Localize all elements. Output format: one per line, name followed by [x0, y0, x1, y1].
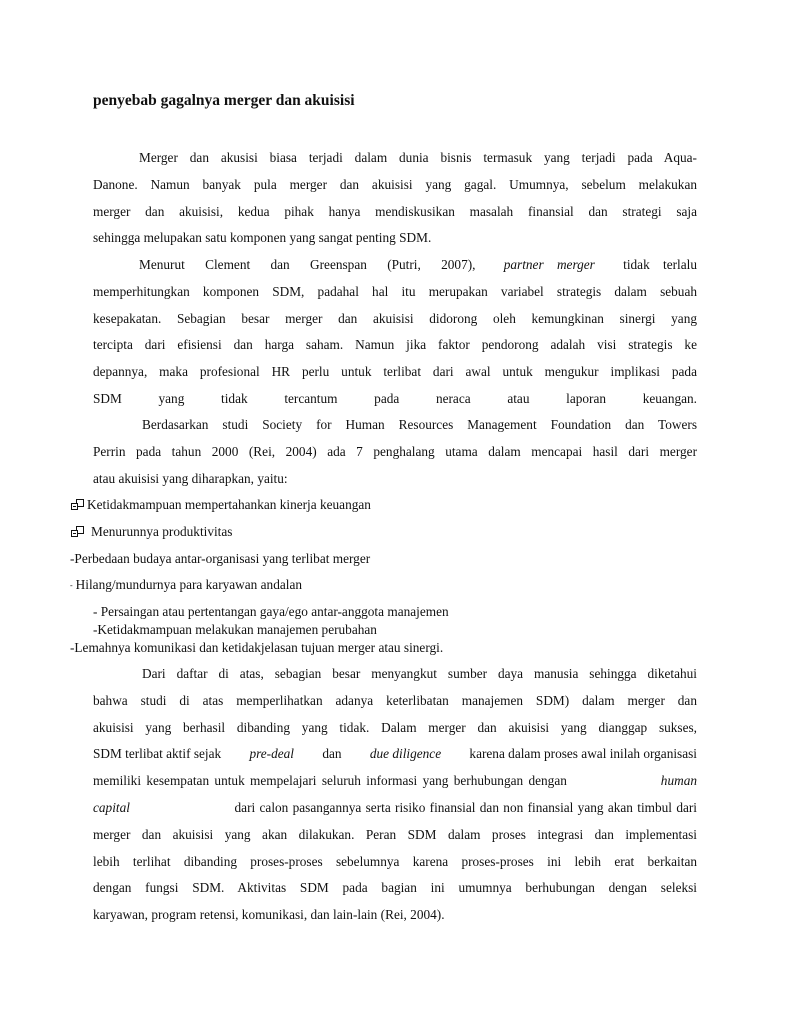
paragraph-3	[93, 412, 697, 492]
list-item-text: Hilang/mundurnya para karyawan andalan	[75, 577, 302, 592]
paragraph-line: dengan fungsi SDM. Aktivitas SDM pada bagian ini umumnya berhubungan dengan seleksi	[93, 880, 697, 896]
paragraph-line: lebih terlihat dibanding proses-proses sebelumnya karena proses-proses ini lebih erat berkaitan	[93, 853, 697, 869]
text-run: Menurut Clement dan Greenspan (Putri, 2007),	[139, 257, 476, 272]
list-item	[71, 523, 232, 541]
paragraph-line: memperhitungkan komponen SDM, padahal hal itu merupakan variabel strategis dalam sebuah	[93, 283, 697, 299]
paragraph-line: merger dan akuisisi, kedua pihak hanya mendiskusikan masalah finansial dan strategi saja	[93, 203, 697, 219]
list-item: -Perbedaan budaya antar-organisasi yang terlibat merger	[70, 551, 371, 566]
text-run: dari calon pasangannya serta risiko finansial dan non finansial yang akan timbul dari	[234, 799, 697, 815]
bullet-icon: -	[70, 581, 73, 590]
text-run: karena dalam proses awal inilah organisasi	[469, 746, 697, 762]
paragraph-line: tercipta dari efisiensi dan harga saham. Namun jika faktor pendorong adalah visi strategis ke	[93, 337, 697, 353]
paragraph-line	[93, 252, 697, 279]
italic-term: human	[660, 773, 697, 789]
paragraph-line: akuisisi yang berhasil dibanding yang tidak. Dalam merger dan akuisisi yang dianggap sukses,	[93, 719, 697, 735]
paragraph-line: sehingga melupakan satu komponen yang sangat penting SDM.	[93, 230, 432, 246]
section-heading: penyebab gagalnya merger dan akuisisi	[93, 92, 355, 109]
list-item: -Lemahnya komunikasi dan ketidakjelasan tujuan merger atau sinergi.	[70, 640, 444, 655]
italic-term: pre-deal	[249, 746, 295, 762]
text-run: dan	[322, 746, 342, 762]
paragraph-line: Merger dan akusisi biasa terjadi dalam dunia bisnis termasuk yang terjadi pada Aqua-	[139, 150, 697, 165]
paragraph-line: SDM yang tidak tercantum pada neraca atau laporan keuangan.	[93, 390, 697, 406]
list-item-text: Menurunnya produktivitas	[91, 524, 233, 539]
paragraph-line: karyawan, program retensi, komunikasi, dan lain-lain (Rei, 2004).	[93, 907, 445, 923]
paragraph-2	[93, 252, 697, 413]
list-item	[70, 576, 302, 594]
paragraph-line: merger dan akuisisi yang akan dilakukan. Peran SDM dalam proses integrasi dan implementasi	[93, 826, 697, 842]
list-item-text: Ketidakmampuan mempertahankan kinerja keuangan	[87, 497, 371, 512]
list-item: -Ketidakmampuan melakukan manajemen perubahan	[93, 622, 377, 637]
bullet-icon	[71, 499, 84, 510]
italic-term: capital	[93, 799, 130, 815]
paragraph-line: Dari daftar di atas, sebagian besar menyangkut sumber daya manusia sehingga diketahui	[142, 666, 697, 681]
paragraph-line	[93, 768, 697, 795]
text-run: memiliki kesempatan untuk mempelajari seluruh informasi yang berhubungan dengan	[93, 773, 567, 789]
paragraph-line: bahwa studi di atas memperlihatkan adanya keterlibatan manajemen SDM) dalam merger dan	[93, 692, 697, 708]
text-run: SDM terlibat aktif sejak	[93, 746, 222, 762]
list-item: - Persaingan atau pertentangan gaya/ego antar-anggota manajemen	[93, 604, 449, 619]
paragraph-1	[93, 145, 697, 252]
italic-term: partner merger	[503, 257, 595, 272]
paragraph-line: kesepakatan. Sebagian besar merger dan akuisisi didorong oleh kemungkinan sinergi yang	[93, 310, 697, 326]
paragraph-line	[93, 741, 697, 768]
paragraph-line: Danone. Namun banyak pula merger dan akuisisi yang gagal. Umumnya, sebelum melakukan	[93, 176, 697, 192]
list-item	[71, 496, 371, 514]
paragraph-line: Perrin pada tahun 2000 (Rei, 2004) ada 7 penghalang utama dalam mencapai hasil dari merger	[93, 443, 697, 459]
bullet-icon	[71, 526, 84, 537]
paragraph-line: depannya, maka profesional HR perlu untuk terlibat dari awal untuk mengukur implikasi pada	[93, 364, 697, 380]
paragraph-line: Berdasarkan studi Society for Human Resources Management Foundation dan Towers	[142, 417, 697, 432]
paragraph-4	[93, 661, 697, 929]
paragraph-line	[93, 795, 697, 822]
italic-term: due diligence	[369, 746, 442, 762]
text-run: tidak terlalu	[623, 257, 697, 272]
paragraph-line: atau akuisisi yang diharapkan, yaitu:	[93, 470, 288, 486]
